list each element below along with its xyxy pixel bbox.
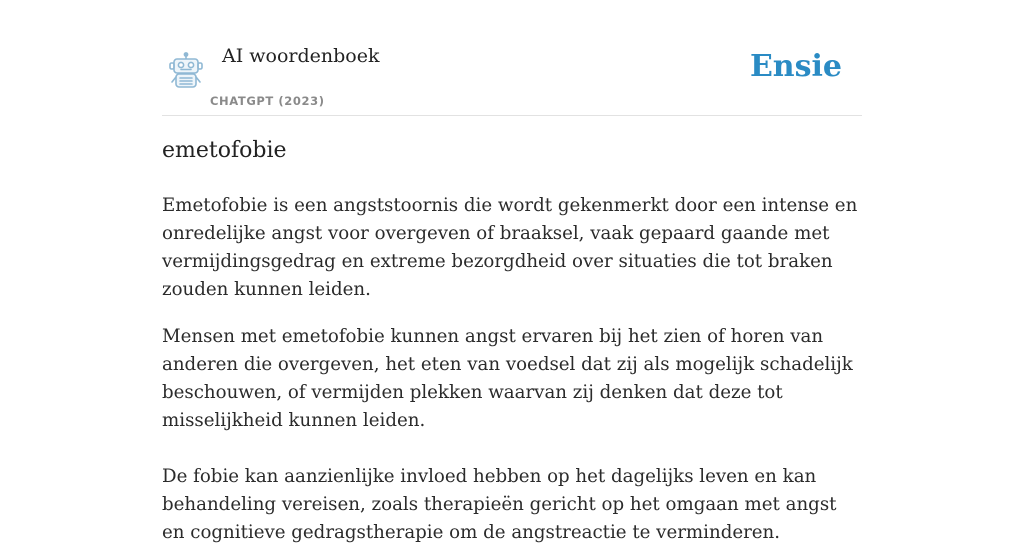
definition-paragraph: Mensen met emetofobie kunnen angst ervaren bij het zien of horen van anderen die overgeven, het eten van voedsel dat zij als mogelijk schadelijk beschouwen, of vermijden plekken waarvan zij denken dat deze tot misselijkheid kunnen leiden.: [162, 326, 853, 431]
definition-paragraph: De fobie kan aanzienlijke invloed hebben op het dagelijks leven en kan behandeling vereisen, zoals therapieën gericht op het omgaan met angst en cognitieve gedragstherapie om de angstreactie te verminderen.: [162, 466, 837, 543]
entry-term: emetofobie: [162, 138, 287, 163]
entry-definition: [162, 192, 862, 547]
source-label: CHATGPT (2023): [210, 94, 325, 108]
brand-logo-link[interactable]: Ensie: [749, 49, 842, 84]
definition-paragraph: Emetofobie is een angststoornis die wordt gekenmerkt door een intense en onredelijke angst voor overgeven of braaksel, vaak gepaard gaande met vermijdingsgedrag en extreme bezorgdheid over situaties die tot braken zouden kunnen leiden.: [162, 195, 858, 300]
site-header: [162, 0, 862, 116]
page: [162, 0, 862, 543]
site-title[interactable]: AI woordenboek: [222, 45, 380, 67]
robot-icon[interactable]: [166, 52, 206, 90]
